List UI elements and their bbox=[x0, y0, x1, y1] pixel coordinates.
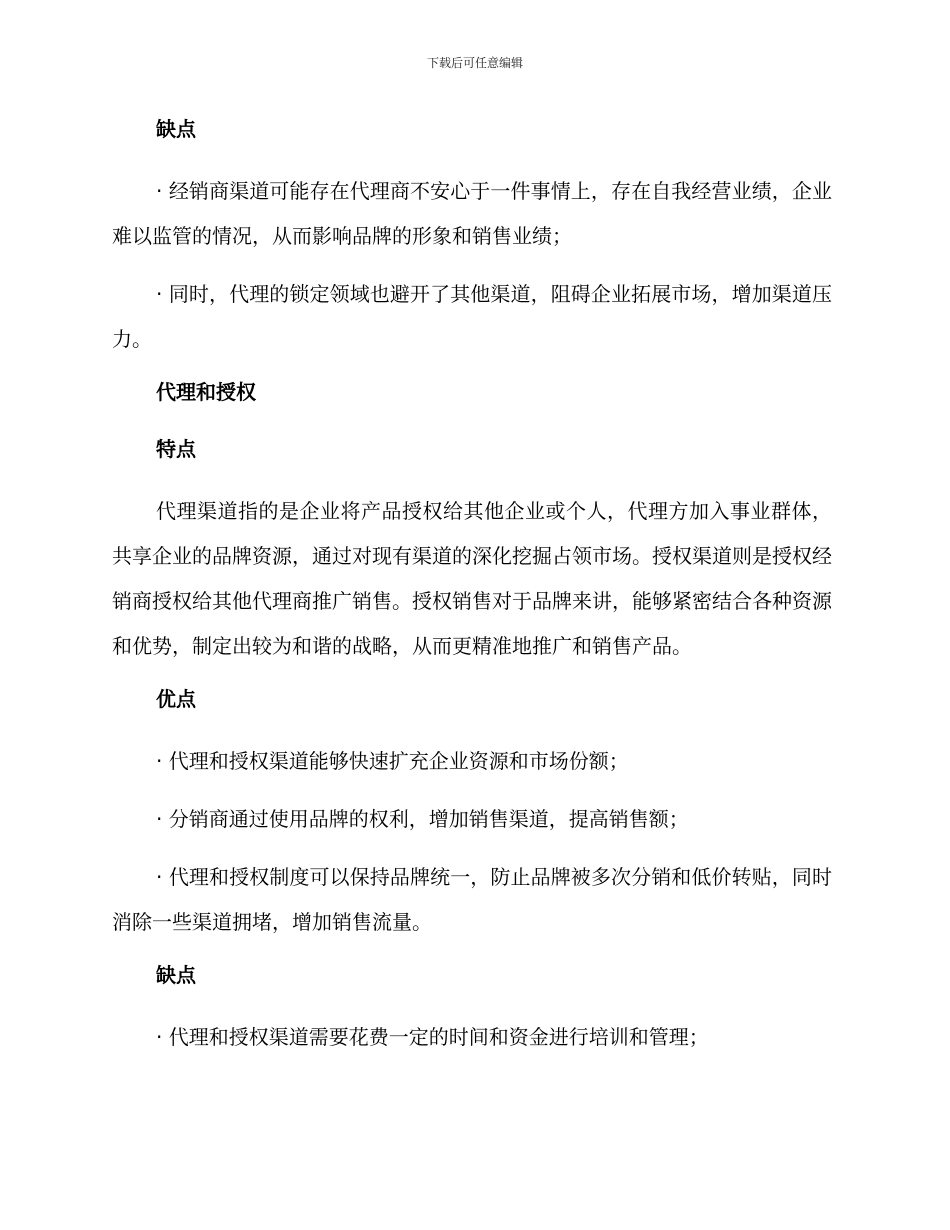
paragraph-cons-1: · 经销商渠道可能存在代理商不安心于一件事情上，存在自我经营业绩，企业难以监管的情况，从而影响品牌的形象和销售业绩； bbox=[112, 179, 832, 248]
paragraph-cons2-1: · 代理和授权渠道需要花费一定的时间和资金进行培训和管理； bbox=[156, 1025, 709, 1049]
paragraph-pros-3: · 代理和授权制度可以保持品牌统一，防止品牌被多次分销和低价转贴，同时消除一些渠道拥堵，增加销售流量。 bbox=[112, 865, 832, 934]
paragraph-pros-2: · 分销商通过使用品牌的权利，增加销售渠道，提高销售额； bbox=[156, 807, 689, 831]
section-heading-agency: 代理和授权 bbox=[156, 380, 256, 404]
section-heading-cons-2: 缺点 bbox=[156, 963, 196, 987]
paragraph-features: 代理渠道指的是企业将产品授权给其他企业或个人，代理方加入事业群体，共享企业的品牌资源，通过对现有渠道的深化挖掘占领市场。授权渠道则是授权经销商授权给其他代理商推广销售。授权销售对于品牌来讲，能够紧密结合各种资源和优势，制定出较为和谐的战略，从而更精准地推广和销售产品。 bbox=[112, 499, 832, 658]
document-body bbox=[112, 112, 832, 1060]
paragraph-cons-2: · 同时，代理的锁定领域也避开了其他渠道，阻碍企业拓展市场，增加渠道压力。 bbox=[112, 282, 832, 351]
section-heading-cons: 缺点 bbox=[156, 117, 196, 141]
header-note: 下载后可任意编辑 bbox=[426, 56, 523, 70]
paragraph-pros-1: · 代理和授权渠道能够快速扩充企业资源和市场份额； bbox=[156, 749, 629, 773]
section-heading-pros: 优点 bbox=[156, 687, 196, 711]
section-heading-features: 特点 bbox=[156, 437, 196, 461]
